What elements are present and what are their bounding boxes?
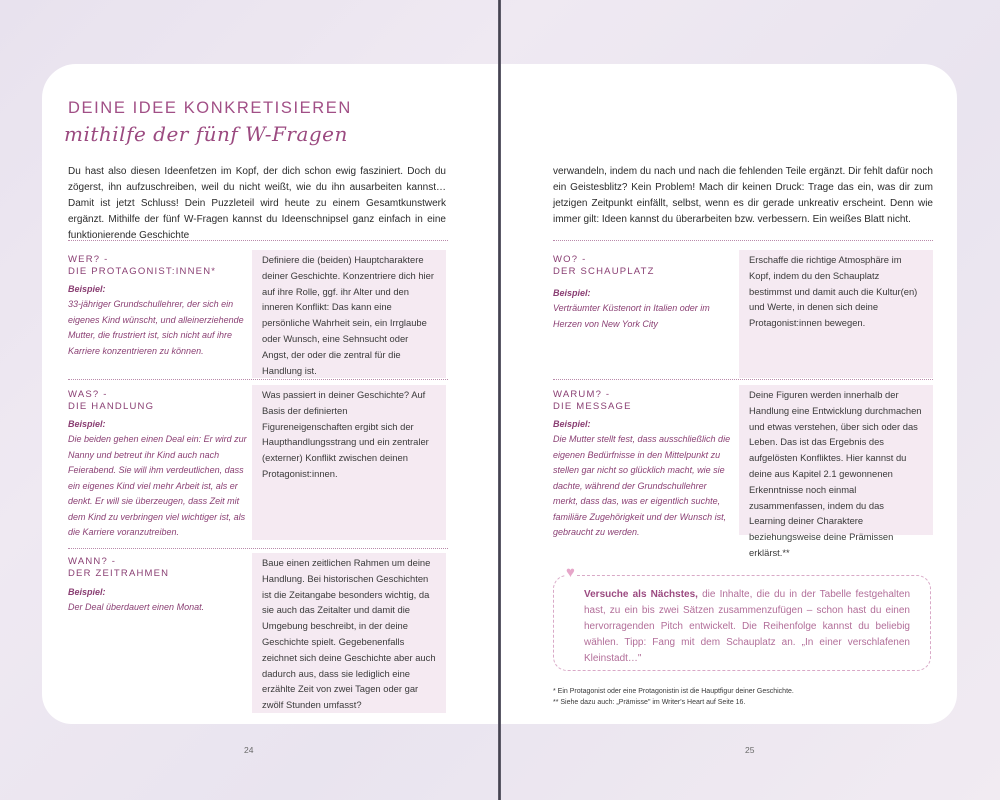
row-label-line2: DIE PROTAGONIST:INNEN* (68, 266, 217, 277)
page-number-right: 25 (745, 745, 755, 755)
page-heading: DEINE IDEE KONKRETISIEREN (68, 99, 352, 117)
example-text: Die beiden gehen einen Deal ein: Er wird zur Nanny und betreut ihr Kind auch nach Feierabend. Sie will ihm verdeutlichen, dass ein eigenes Kind viel mehr Arbeit ist, als er denkt. Er will sie überzeugen, dass Zeit mit dem Kind zu verbringen viel wichtiger ist, als die Karriere voranzutreiben. (68, 434, 247, 537)
row-label-line1: WO? - (553, 254, 587, 265)
tip-text (584, 587, 910, 667)
example-text: Die Mutter stellt fest, dass ausschließlich die eigenen Bedürfnisse in den Mittelpunkt zu stellen gar nicht so glücklich macht, wie sie dachte, während der Grundschullehrer merkt, dass das, was er eigentlich suchte, familiäre Zugehörigkeit und der Wunsch ist, gebraucht zu werden. (553, 434, 731, 537)
row-label-wer (68, 254, 216, 278)
example-text: Der Deal überdauert einen Monat. (68, 602, 205, 612)
divider (68, 240, 448, 241)
footnote-2: ** Siehe dazu auch: „Prämisse" im Writer's Heart auf Seite 16. (553, 699, 746, 706)
example-label: Beispiel: (553, 288, 591, 298)
description-box: Was passiert in deiner Geschichte? Auf Basis der definierten Figureneigenschaften ergibt sich der Haupthandlungsstrang und ein zentraler (externer) Konflikt zwischen deinen Protagonist:innen. (252, 385, 446, 540)
intro-text-left: Du hast also diesen Ideenfetzen im Kopf, der dich schon ewig fasziniert. Doch du zögerst, ihn aufzuschreiben, weil du nicht weißt, wie du ihn ausarbeiten kannst… Damit ist jetzt Schluss! Dein Puzzleteil wird heute zu einem Gesamtkunstwerk ergänzt. Mithilfe der fünf W-Fragen kannst du Ideenschnipsel ganz einfach in eine funktionierende Geschichte (68, 166, 446, 241)
page-number-left: 24 (244, 745, 254, 755)
description-box: Definiere die (beiden) Hauptcharaktere deiner Geschichte. Konzentriere dich hier auf ihre Rolle, ggf. ihr Alter und den inneren Konflikt: Das kann eine persönliche Wahrheit sein, ein Irrglaube oder Wunsch, eine Sehnsucht oder Angst, der oder die zentral für die Handlung ist. (252, 250, 446, 378)
example-label: Beispiel: (68, 419, 106, 429)
footnote-1: * Ein Protagonist oder eine Protagonistin ist die Hauptfigur deiner Geschichte. (553, 688, 794, 695)
intro-text-right: verwandeln, indem du nach und nach die fehlenden Teile ergänzt. Dir fehlt dafür noch ein Geistesblitz? Kein Problem! Mach dir keinen Druck: Trage das ein, was dir zum jetzigen Zeitpunkt einfällt, selbst, wenn es dir gerade unkreativ erscheint. Denn wie immer gilt: Ideen kannst du überarbeiten bzw. verbessern. Ein weißes Blatt nicht. (553, 166, 933, 225)
divider (68, 379, 448, 380)
description-box: Baue einen zeitlichen Rahmen um deine Handlung. Bei historischen Geschichten ist die Zeitangabe besonders wichtig, da sie auch das Zeitalter und damit die Umgebung beschreibt, in der deine Geschichte spielt. Gegebenenfalls zeichnet sich deine Geschichte aber auch dadurch aus, dass sie lediglich eine erzählte Zeit von zwei Tagen oder gar zwölf Stunden umfasst? (252, 553, 446, 713)
description-box: Deine Figuren werden innerhalb der Handlung eine Entwicklung durchmachen und etwas verstehen, über sich oder das Leben. Das ist das Ergebnis des aufgelösten Konfliktes. Hier kannst du deine aus Kapitel 2.1 gewonnenen Erkenntnisse noch einmal zusammenfassen, indem du das Learning deiner Charaktere beziehungsweise deine Prämissen erklärst.** (739, 385, 933, 535)
example-label: Beispiel: (553, 419, 591, 429)
example-text: 33-jähriger Grundschullehrer, der sich ein eigenes Kind wünscht, und alleinerziehende Mutter, die frustriert ist, sich nicht auf ihre Karriere konzentrieren zu können. (68, 299, 244, 356)
example-label: Beispiel: (68, 284, 106, 294)
row-label-wo (553, 254, 655, 278)
page-subheading: mithilfe der fünf W-Fragen (64, 122, 348, 146)
row-label-wann (68, 556, 169, 580)
row-label-line2: DIE MESSAGE (553, 401, 632, 412)
example-label: Beispiel: (68, 587, 106, 597)
divider (553, 240, 933, 241)
heart-icon: ♥ (566, 564, 575, 581)
divider (68, 548, 448, 549)
tip-lead: Versuche als Nächstes, (584, 589, 698, 600)
row-label-line1: WER? - (68, 254, 109, 265)
row-label-warum (553, 389, 632, 413)
row-label-line2: DER SCHAUPLATZ (553, 266, 655, 277)
row-label-line2: DER ZEITRAHMEN (68, 568, 170, 579)
row-label-was (68, 389, 154, 413)
row-label-line1: WANN? - (68, 556, 117, 567)
row-label-line1: WARUM? - (553, 389, 611, 400)
description-box: Erschaffe die richtige Atmosphäre im Kopf, indem du den Schauplatz bestimmst und damit auch die Kultur(en) und Werte, in denen sich deine Protagonist:innen bewegen. (739, 250, 933, 378)
tip-body: die Inhalte, die du in der Tabelle festgehalten hast, zu ein bis zwei Sätzen zusammenzufügen – schon hast du einen hervorragenden Pitch entwickelt. Die Reihenfolge kannst du beliebig wählen. Tipp: Fang mit dem Schauplatz an. „In einer verschlafenen Kleinstadt…" (584, 589, 910, 664)
row-label-line1: WAS? - (68, 389, 108, 400)
row-label-line2: DIE HANDLUNG (68, 401, 155, 412)
example-text: Verträumter Küstenort in Italien oder im Herzen von New York City (553, 303, 710, 329)
divider (553, 379, 933, 380)
